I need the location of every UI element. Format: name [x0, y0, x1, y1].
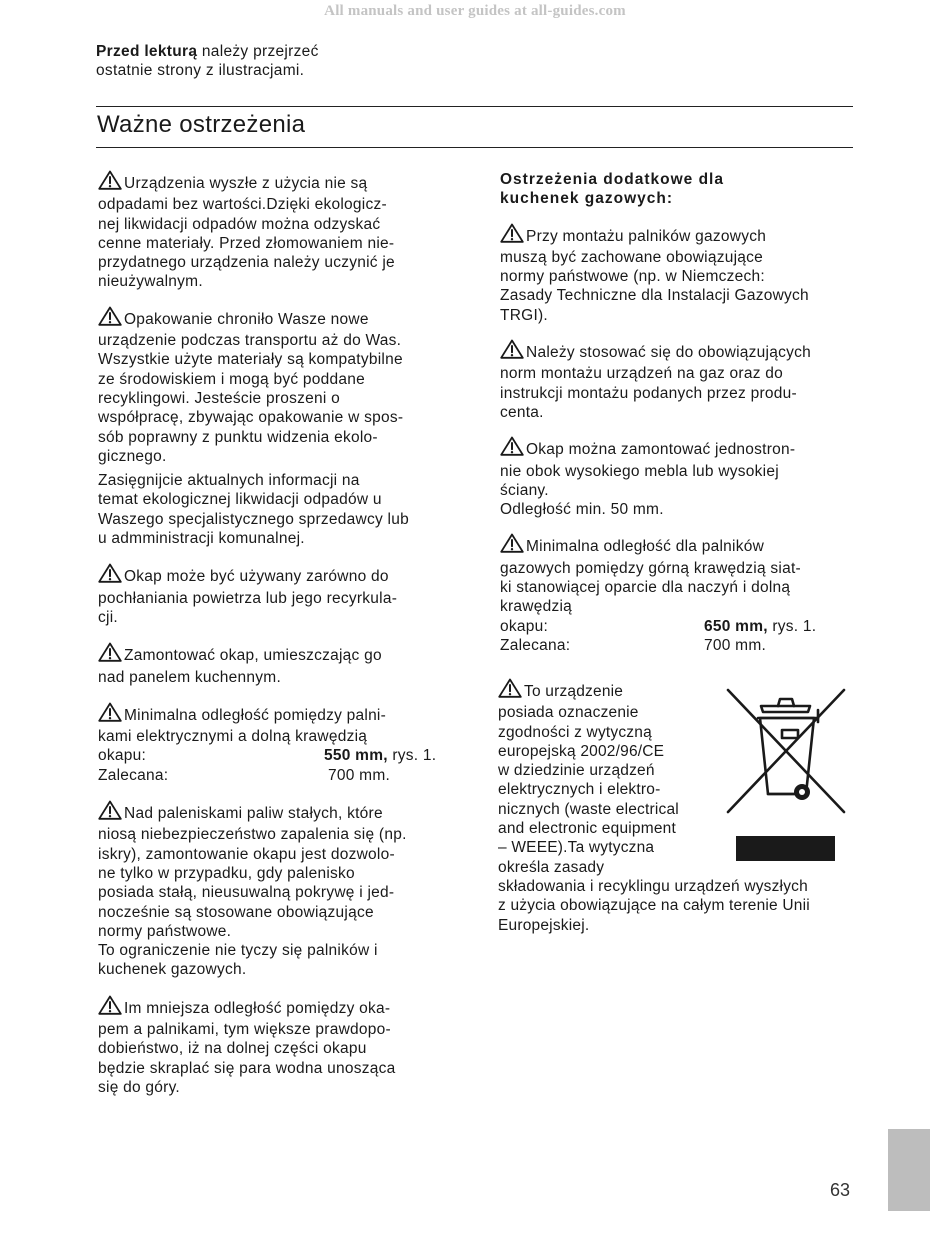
- line: [98, 563, 458, 588]
- text-line: and electronic equipment: [498, 820, 676, 838]
- text-line: Waszego specjalistycznego sprzedawcy lub: [98, 510, 409, 528]
- text-line: TRGI).: [500, 306, 548, 324]
- text-line: odpadami bez wartości.Dzięki ekologicz-: [98, 196, 387, 214]
- distance-value-bold: 650 mm,: [704, 617, 768, 635]
- text-line: nie obok wysokiego mebla lub wysokiej: [500, 462, 779, 480]
- text-line: zgodności z wytyczną: [498, 723, 652, 741]
- text-line: w dziedzinie urządzeń: [498, 762, 655, 780]
- text-line: Zasięgnijcie aktualnych informacji na: [98, 472, 360, 490]
- text-line: pem a palnikami, tym większe prawdopo-: [98, 1020, 391, 1038]
- line: [98, 642, 458, 667]
- title-rule-top: [96, 106, 853, 107]
- text-line: nieużywalnym.: [98, 273, 203, 291]
- text-line: cenne materiały. Przed złomowaniem nie-: [98, 234, 395, 252]
- text-line: nocześnie są stosowane obowiązujące: [98, 903, 374, 921]
- text-line: temat ekologicznej likwidacji odpadów u: [98, 491, 382, 509]
- warning-paragraph: [98, 800, 458, 980]
- text-line: przydatnego urządzenia należy uczynić je: [98, 254, 395, 272]
- text-line: ze środowiskiem i mogą być poddane: [98, 370, 365, 388]
- text-line: z użycia obowiązujące na całym terenie Unii: [498, 897, 810, 915]
- distance-label: okapu:: [500, 617, 549, 635]
- text-line: iskry), zamontowanie okapu jest dozwolo-: [98, 845, 395, 863]
- warning-triangle-icon: [98, 642, 122, 667]
- line: [98, 800, 458, 825]
- text-line: europejską 2002/96/CE: [498, 742, 665, 760]
- warning-triangle-icon: [98, 563, 122, 588]
- text-line: muszą być zachowane obowiązujące: [500, 248, 764, 266]
- text-line: się do góry.: [98, 1078, 180, 1096]
- warning-triangle-icon: [498, 678, 522, 703]
- text-line: norm montażu urządzeń na gaz oraz do: [500, 365, 783, 383]
- warning-triangle-icon: [98, 995, 122, 1020]
- line: [500, 533, 860, 558]
- text-line: ki stanowiącej oparcie dla naczyń i dolną: [500, 579, 791, 597]
- warning-triangle-icon: [98, 800, 122, 825]
- text-line: będzie skraplać się para wodna unosząca: [98, 1059, 396, 1077]
- distance-row: [98, 746, 458, 765]
- warning-paragraph: [500, 223, 860, 325]
- text-line: Przy montażu palników gazowych: [526, 227, 767, 245]
- warning-triangle-icon: [500, 223, 524, 248]
- page-number: 63: [830, 1180, 851, 1200]
- text-line: Okap można zamontować jednostron-: [526, 441, 796, 459]
- text-line: Opakowanie chroniło Wasze nowe: [124, 310, 369, 328]
- text-line: instrukcji montażu podanych przez produ-: [500, 384, 797, 402]
- distance-row: [500, 617, 860, 636]
- text-line: normy państwowe (np. w Niemczech:: [500, 268, 765, 286]
- text-line: Nad paleniskami paliw stałych, które: [124, 805, 383, 823]
- text-line: niosą niebezpieczeństwo zapalenia się (np.: [98, 826, 407, 844]
- right-column: [500, 170, 860, 655]
- warning-paragraph: [98, 306, 458, 466]
- warning-triangle-icon: [500, 436, 524, 461]
- text-line: Im mniejsza odległość pomiędzy oka-: [124, 999, 391, 1017]
- title-rule-bottom: [96, 147, 853, 148]
- intro-line2: ostatnie strony z ilustracjami.: [96, 62, 305, 79]
- distance-value: [324, 746, 436, 765]
- warning-paragraph: [98, 642, 458, 687]
- text-line: sób poprawny z punktu widzenia ekolo-: [98, 428, 378, 446]
- distance-value: 700 mm.: [704, 636, 767, 654]
- text-line: kami elektrycznymi a dolną krawędzią: [98, 728, 368, 746]
- text-line: nicznych (waste electrical: [498, 800, 679, 818]
- text-line: kuchenek gazowych.: [98, 961, 247, 979]
- intro-bold: Przed lekturą: [96, 43, 198, 60]
- text-line: normy państwowe.: [98, 922, 232, 940]
- distance-label: okapu:: [98, 747, 147, 765]
- intro-note: [96, 42, 319, 80]
- left-column: [98, 170, 458, 1097]
- warning-paragraph: [500, 436, 860, 519]
- text-line: gicznego.: [98, 447, 167, 465]
- warning-triangle-icon: [98, 170, 122, 195]
- text-line: gazowych pomiędzy górną krawędzią siat-: [500, 559, 801, 577]
- warning-triangle-icon: [98, 306, 122, 331]
- line: [500, 436, 860, 461]
- warning-paragraph: [98, 995, 458, 1097]
- crossed-out-wheelie-bin-icon: [726, 686, 848, 831]
- text-line: nej likwidacji odpadów można odzyskać: [98, 215, 381, 233]
- text-line: – WEEE).Ta wytyczna: [498, 839, 655, 857]
- warning-triangle-icon: [98, 702, 122, 727]
- line: [98, 306, 458, 331]
- text-line: Europejskiej.: [498, 916, 590, 934]
- text-line: recyklingowi. Jesteście proszeni o: [98, 389, 340, 407]
- heading-line: kuchenek gazowych:: [500, 190, 674, 208]
- line: [98, 170, 458, 195]
- line: [500, 223, 860, 248]
- intro-line1: należy przejrzeć: [197, 43, 319, 60]
- distance-label: Zalecana:: [500, 636, 571, 654]
- distance-label: Zalecana:: [98, 766, 169, 784]
- text-line: To urządzenie: [524, 683, 624, 700]
- text-line: krawędzią: [500, 598, 573, 616]
- watermark: All manuals and user guides at all-guides.com: [324, 3, 626, 19]
- line: [500, 339, 860, 364]
- warning-paragraph: [98, 563, 458, 627]
- text-line: urządzenie podczas transportu aż do Was.: [98, 332, 402, 350]
- text-line: Okap może być używany zarówno do: [124, 568, 389, 586]
- distance-row: [98, 766, 458, 785]
- text-line: Zamontować okap, umieszczając go: [124, 647, 382, 665]
- gas-section-heading: [500, 170, 860, 209]
- text-line: Minimalna odległość dla palników: [526, 538, 765, 556]
- text-line: Należy stosować się do obowiązujących: [526, 344, 811, 362]
- text-line: ne tylko w przypadku, gdy palenisko: [98, 864, 355, 882]
- text-line: Zasady Techniczne dla Instalacji Gazowych: [500, 287, 809, 305]
- text-line: współpracę, zbywając opakowanie w spos-: [98, 409, 404, 427]
- distance-value: [704, 617, 816, 636]
- text-line: Urządzenia wyszłe z użycia nie są: [124, 175, 368, 192]
- line: [98, 702, 458, 727]
- warning-paragraph: [500, 339, 860, 422]
- warning-triangle-icon: [500, 339, 524, 364]
- line: [98, 995, 458, 1020]
- distance-value-rest: rys. 1.: [387, 747, 437, 765]
- warning-triangle-icon: [500, 533, 524, 558]
- text-line: nad panelem kuchennym.: [98, 668, 282, 686]
- text-line: ściany.: [500, 481, 549, 499]
- distance-row: [500, 636, 860, 655]
- weee-black-bar: [736, 836, 835, 861]
- page-thumb-tab: [888, 1129, 930, 1211]
- text-line: u admministracji komunalnej.: [98, 530, 305, 548]
- distance-value-bold: 550 mm,: [324, 747, 388, 765]
- distance-value: 700 mm.: [328, 766, 391, 784]
- distance-value-rest: rys. 1.: [767, 617, 817, 635]
- text-line: posiada stałą, nieusuwalną pokrywę i jed-: [98, 884, 395, 902]
- page-title: Ważne ostrzeżenia: [97, 111, 306, 138]
- text-line: To ograniczenie nie tyczy się palników i: [98, 942, 378, 960]
- text-line: składowania i recyklingu urządzeń wyszłych: [498, 877, 808, 895]
- warning-paragraph: [98, 170, 458, 292]
- heading-line: Ostrzeżenia dodatkowe dla: [500, 171, 724, 188]
- text-line: Wszystkie użyte materiały są kompatybilne: [98, 351, 403, 369]
- text-line: posiada oznaczenie: [498, 704, 639, 722]
- text-line: określa zasady: [498, 858, 605, 876]
- text-line: elektrycznych i elektro-: [498, 781, 661, 799]
- text-line: centa.: [500, 403, 544, 421]
- warning-paragraph: [500, 533, 860, 655]
- text-line: Minimalna odległość pomiędzy palni-: [124, 706, 387, 724]
- text-line: pochłaniania powietrza lub jego recyrkula-: [98, 589, 398, 607]
- text-line: cji.: [98, 608, 118, 626]
- text-line: dobieństwo, iż na dolnej części okapu: [98, 1040, 367, 1058]
- info-paragraph: [98, 471, 458, 548]
- warning-paragraph: [98, 702, 458, 785]
- text-line: Odległość min. 50 mm.: [500, 501, 664, 519]
